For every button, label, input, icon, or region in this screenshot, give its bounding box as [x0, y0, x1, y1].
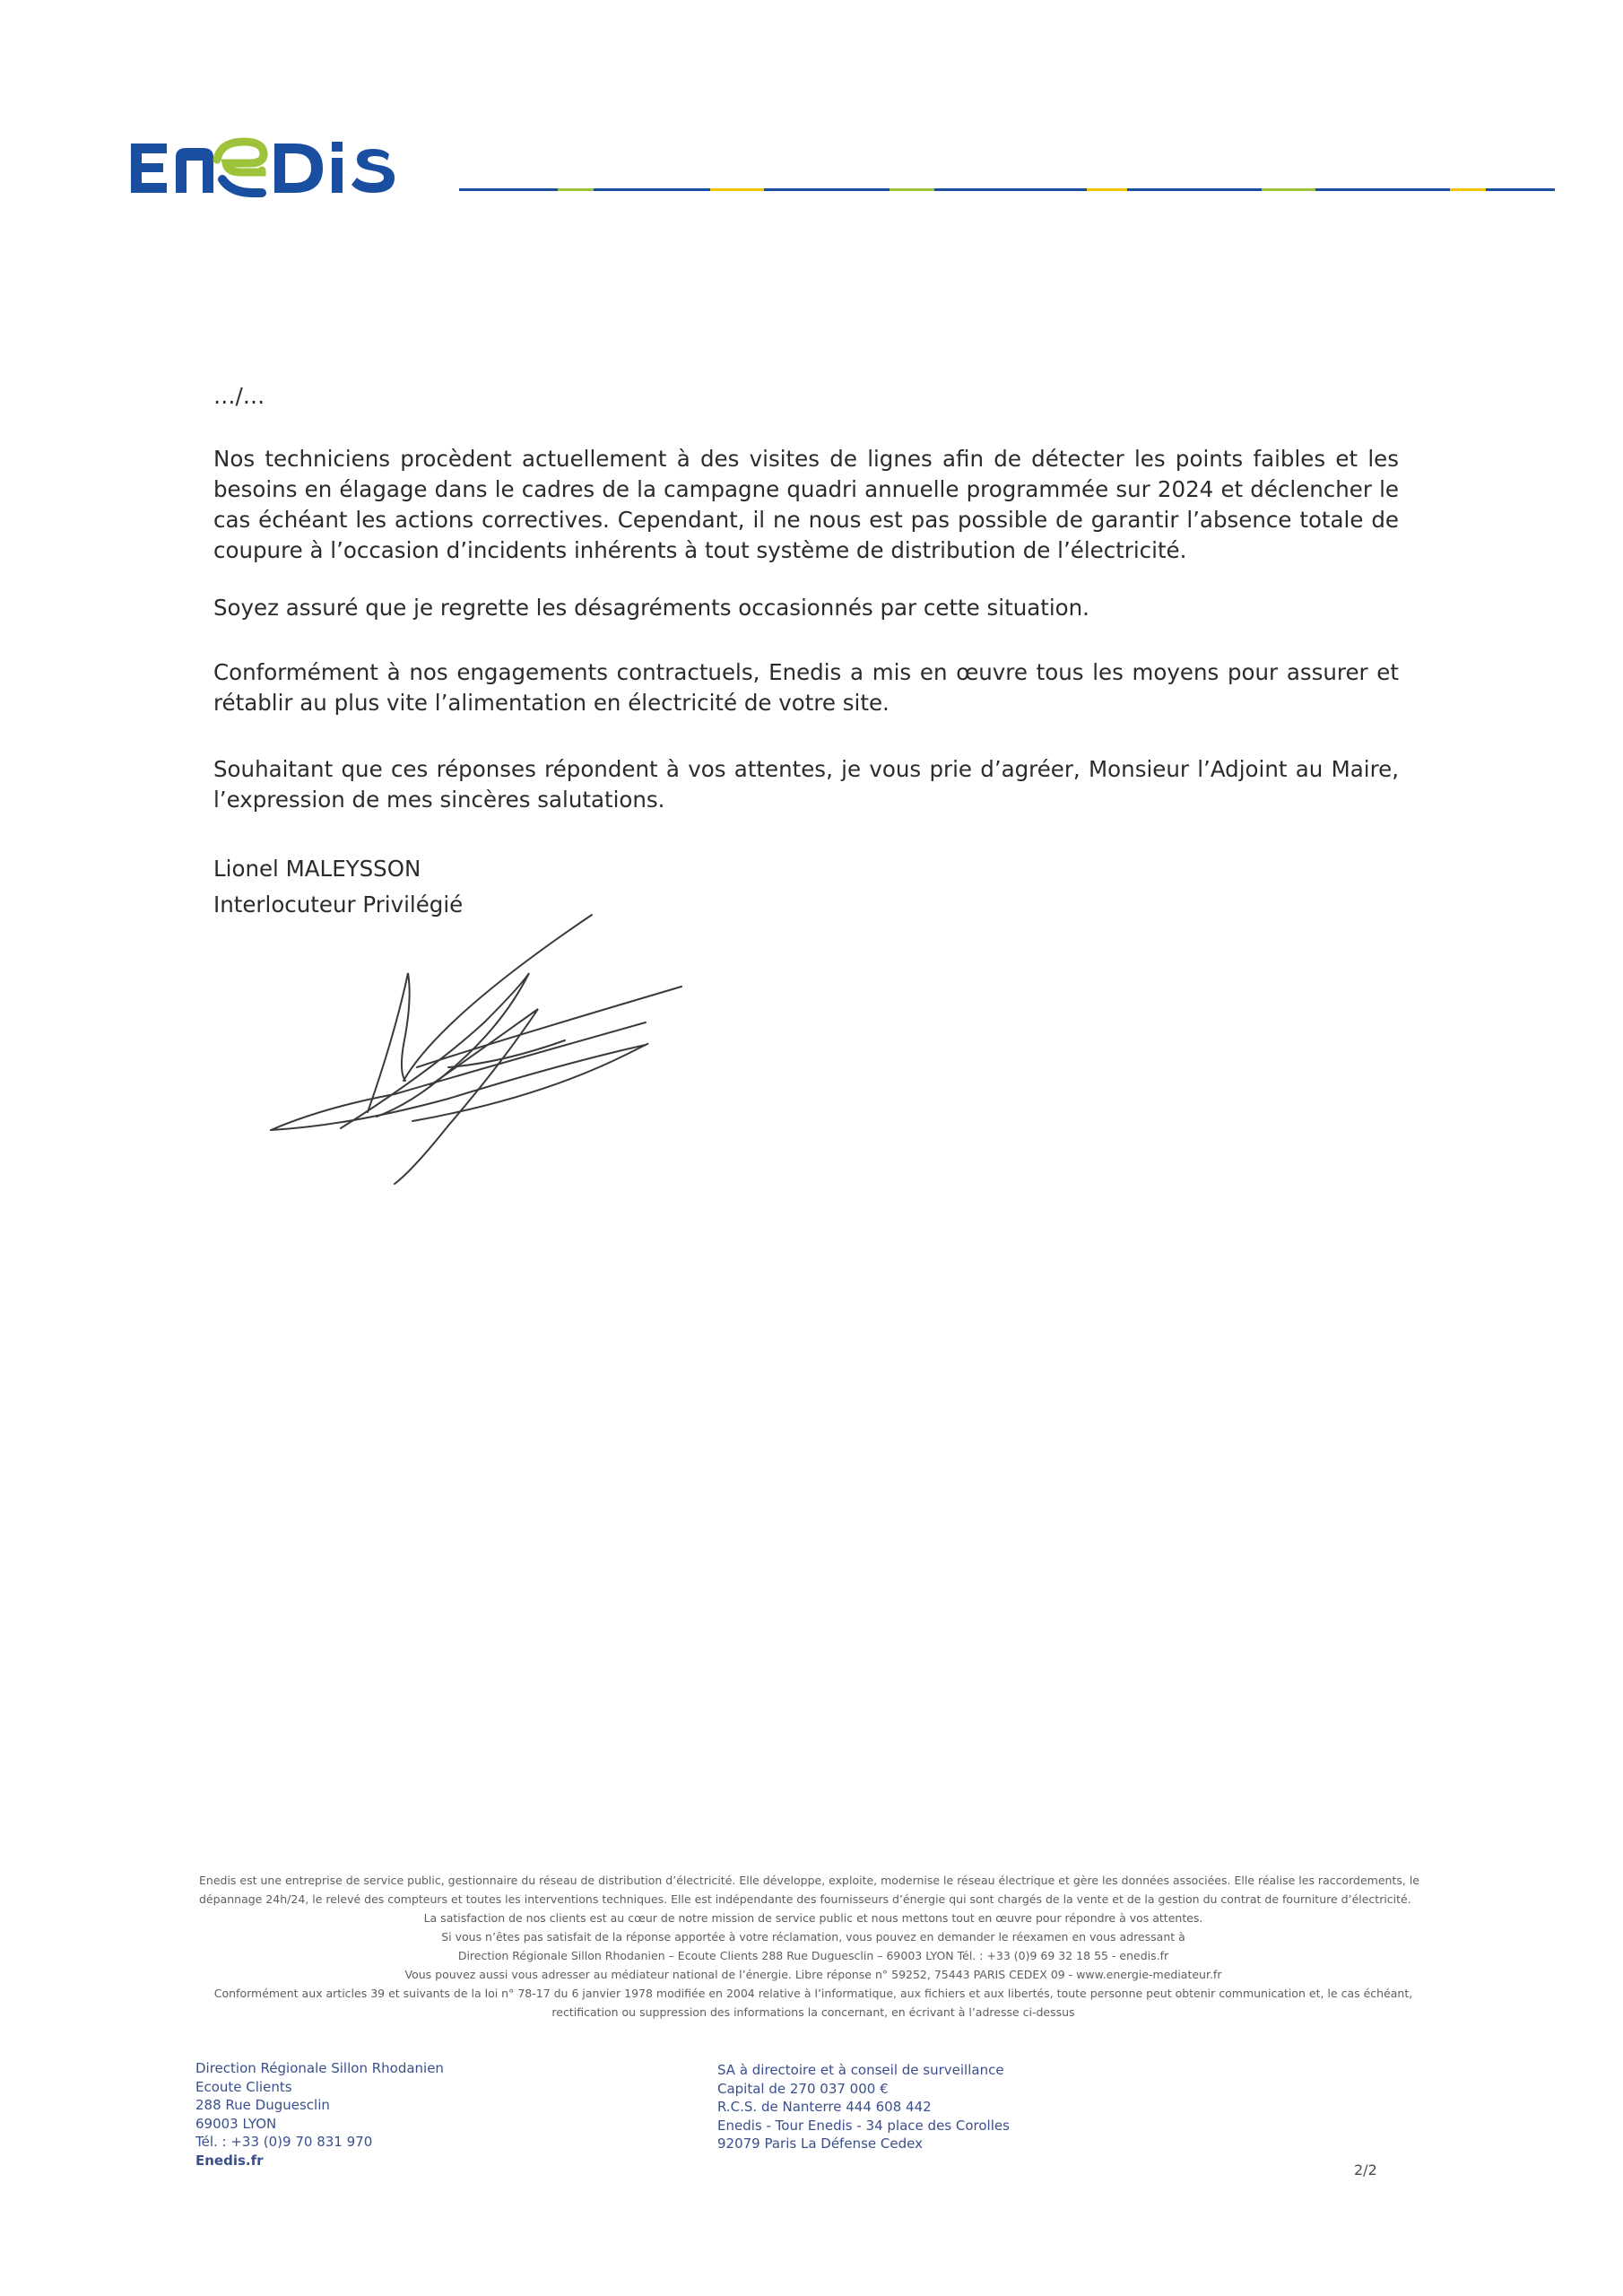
legal-mediator: Vous pouvez aussi vous adresser au médiateur national de l’énergie. Libre réponse n° 59252, 75443 PARIS CEDEX 09 - www.energie-mediateur.fr: [404, 1968, 1222, 1981]
footer-hq: Enedis - Tour Enedis - 34 place des Corolles: [717, 2117, 1010, 2134]
paragraph-closing: Souhaitant que ces réponses répondent à vos attentes, je vous prie d’agréer, Monsieur l’Adjoint au Maire, l’expression de mes sincères salutations.: [213, 756, 1399, 813]
footer-address: [195, 2059, 444, 2170]
footer-direction: Direction Régionale Sillon Rhodanien: [195, 2060, 444, 2076]
footer-service: Ecoute Clients: [195, 2078, 292, 2095]
signer-name: Lionel MALEYSSON: [213, 856, 421, 882]
paragraph-apology: Soyez assuré que je regrette les désagréments occasionnés par cette situation.: [213, 595, 1089, 621]
page-number: 2/2: [1354, 2161, 1377, 2179]
paragraph-line-inspections: Nos techniciens procèdent actuellement à des visites de lignes afin de détecter les points faibles et les besoins en élagage dans le cadres de la campagne quadri annuelle programmée sur 2024 et déclencher le cas échéant les actions correctives. Cependant, il ne nous est pas possible de garantir l’absence totale de coupure à l’occasion d’incidents inhérents à tout système de distribution de l’électricité.: [213, 446, 1399, 563]
legal-address: Direction Régionale Sillon Rhodanien – Ecoute Clients 288 Rue Duguesclin – 69003 LYON Tél. : +33 (0)9 69 32 18 55 - enedis.fr: [457, 1949, 1169, 1962]
legal-company-description: Enedis est une entreprise de service public, gestionnaire du réseau de distribution d’électricité. Elle développe, exploite, modernise le réseau électrique et gère les données associées. Elle réalise les raccordements, le dépannage 24h/24, le relevé des compteurs et toutes les interventions techniques. Elle est indépendante des fournisseurs d’énergie qui sont chargés de la vente et de la gestion du contrat de fourniture d’électricité.: [199, 1874, 1419, 1906]
continuation-mark: …/…: [213, 383, 265, 409]
footer-phone: Tél. : +33 (0)9 70 831 970: [195, 2134, 373, 2150]
footer-city: 69003 LYON: [195, 2115, 277, 2132]
legal-notice: [199, 1871, 1428, 2022]
header-rule: [459, 188, 1555, 192]
footer-rcs: R.C.S. de Nanterre 444 608 442: [717, 2099, 932, 2115]
signer-title: Interlocuteur Privilégié: [213, 891, 464, 918]
handwritten-signature: [269, 910, 690, 1197]
footer-street: 288 Rue Duguesclin: [195, 2097, 330, 2113]
letter-body: [213, 381, 1399, 923]
footer-legal-form: SA à directoire et à conseil de surveillance: [717, 2062, 1004, 2078]
enedis-logo: [124, 124, 438, 204]
legal-satisfaction: La satisfaction de nos clients est au cœur de notre mission de service public et nous mettons tout en œuvre pour répondre à vos attentes.: [423, 1911, 1203, 1925]
footer-website: Enedis.fr: [195, 2152, 264, 2169]
legal-review-request: Si vous n’êtes pas satisfait de la réponse apportée à votre réclamation, vous pouvez en demander le réexamen en vous adressant à: [441, 1930, 1185, 1944]
footer-hq-city: 92079 Paris La Défense Cedex: [717, 2135, 923, 2152]
paragraph-commitments: Conformément à nos engagements contractuels, Enedis a mis en œuvre tous les moyens pour assurer et rétablir au plus vite l’alimentation en électricité de votre site.: [213, 659, 1399, 716]
legal-data-protection: Conformément aux articles 39 et suivants de la loi n° 78-17 du 6 janvier 1978 modifiée en 2004 relative à l’informatique, aux fichiers et aux libertés, toute personne peut obtenir communication et, le cas échéant, rectification ou suppression des informations la concernant, en écrivant à l’adresse ci-dessus: [213, 1987, 1413, 2019]
enedis-logo-mark: [124, 124, 438, 204]
footer-company-info: [717, 2061, 1010, 2153]
footer-capital: Capital de 270 037 000 €: [717, 2080, 889, 2097]
